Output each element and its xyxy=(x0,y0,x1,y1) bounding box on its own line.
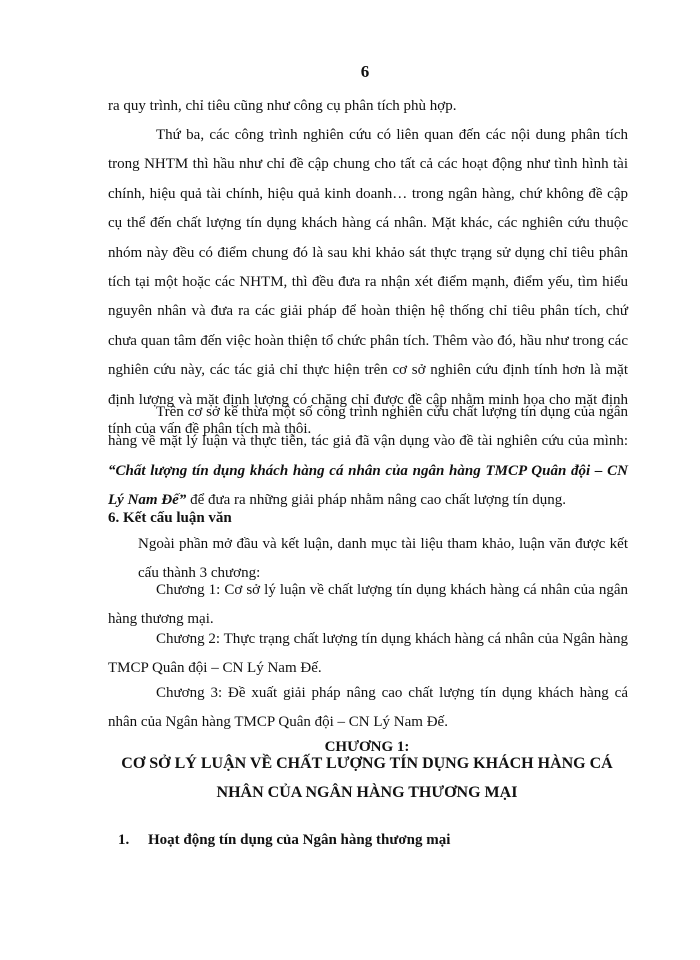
page-number: 6 xyxy=(360,62,370,81)
paragraph-research-basis xyxy=(108,398,628,516)
subsection-heading xyxy=(118,832,450,849)
paragraph-continuation: ra quy trình, chỉ tiêu cũng như công cụ phân tích phù hợp. xyxy=(108,98,457,114)
paragraph-third-point: Thứ ba, các công trình nghiên cứu có liên quan đến các nội dung phân tích trong NHTM thì hầu như chỉ đề cập chung cho tất cả các hoạt động như tình hình tài chính, hiệu quả tài chính, hiệu quả kinh doanh… trong ngân hàng, chứ không đề cập cụ thể đến chất lượng tín dụng khách hàng cá nhân. Mặt khác, các nghiên cứu thuộc nhóm này đều có điểm chung đó là sau khi khảo sát thực trạng sử dụng chỉ tiêu phân tích tại một hoặc các NHTM, thì đều đưa ra nhận xét điểm mạnh, điểm yếu, tìm hiểu nguyên nhân và đưa ra các giải pháp để hoàn thiện hệ thống chỉ tiêu phân tích, chứ chưa quan tâm đến việc hoàn thiện tổ chức phân tích. Thêm vào đó, hầu như trong các nghiên cứu này, các tác giả chỉ thực hiện trên cơ sở nghiên cứu định tính hơn là mặt định lượng và mặt định lượng có chăng chỉ được đề cập nhằm minh họa cho mặt định tính của vấn đề phân tích mà thôi. xyxy=(108,127,628,438)
paragraph-research-basis-end: để đưa ra những giải pháp nhằm nâng cao chất lượng tín dụng. xyxy=(186,492,567,509)
chapter-3-summary: Chương 3: Đề xuất giải pháp nâng cao chất lượng tín dụng khách hàng cá nhân của Ngân hàng TMCP Quân đội – CN Lý Nam Đế. xyxy=(108,685,628,731)
chapter-2-summary: Chương 2: Thực trạng chất lượng tín dụng khách hàng cá nhân của Ngân hàng TMCP Quân đội – CN Lý Nam Đế. xyxy=(108,631,628,677)
chapter-title: CƠ SỞ LÝ LUẬN VỀ CHẤT LƯỢNG TÍN DỤNG KHÁCH HÀNG CÁ NHÂN CỦA NGÂN HÀNG THƯƠNG MẠI xyxy=(121,755,613,801)
subsection-number: 1. xyxy=(118,832,130,848)
structure-intro: Ngoài phần mở đầu và kết luận, danh mục tài liệu tham khảo, luận văn được kết cấu thành 3 chương: xyxy=(138,536,628,582)
thesis-title: “Chất lượng tín dụng khách hàng cá nhân của ngân hàng TMCP Quân đội – CN Lý Nam Đế” xyxy=(108,462,628,509)
subsection-title: Hoạt động tín dụng của Ngân hàng thương mại xyxy=(148,832,451,848)
paragraph-research-basis-text: Trên cơ sở kế thừa một số công trình nghiên cứu chất lượng tín dụng của ngân hàng về mặt lý luận và thực tiễn, tác giả đã vận dụng vào đề tài nghiên cứu của mình: xyxy=(108,404,628,450)
chapter-1-summary: Chương 1: Cơ sở lý luận về chất lượng tín dụng khách hàng cá nhân của ngân hàng thương mại. xyxy=(108,582,628,628)
chapter-label: CHƯƠNG 1: xyxy=(324,739,410,755)
section-heading-structure: 6. Kết cấu luận văn xyxy=(108,510,232,526)
